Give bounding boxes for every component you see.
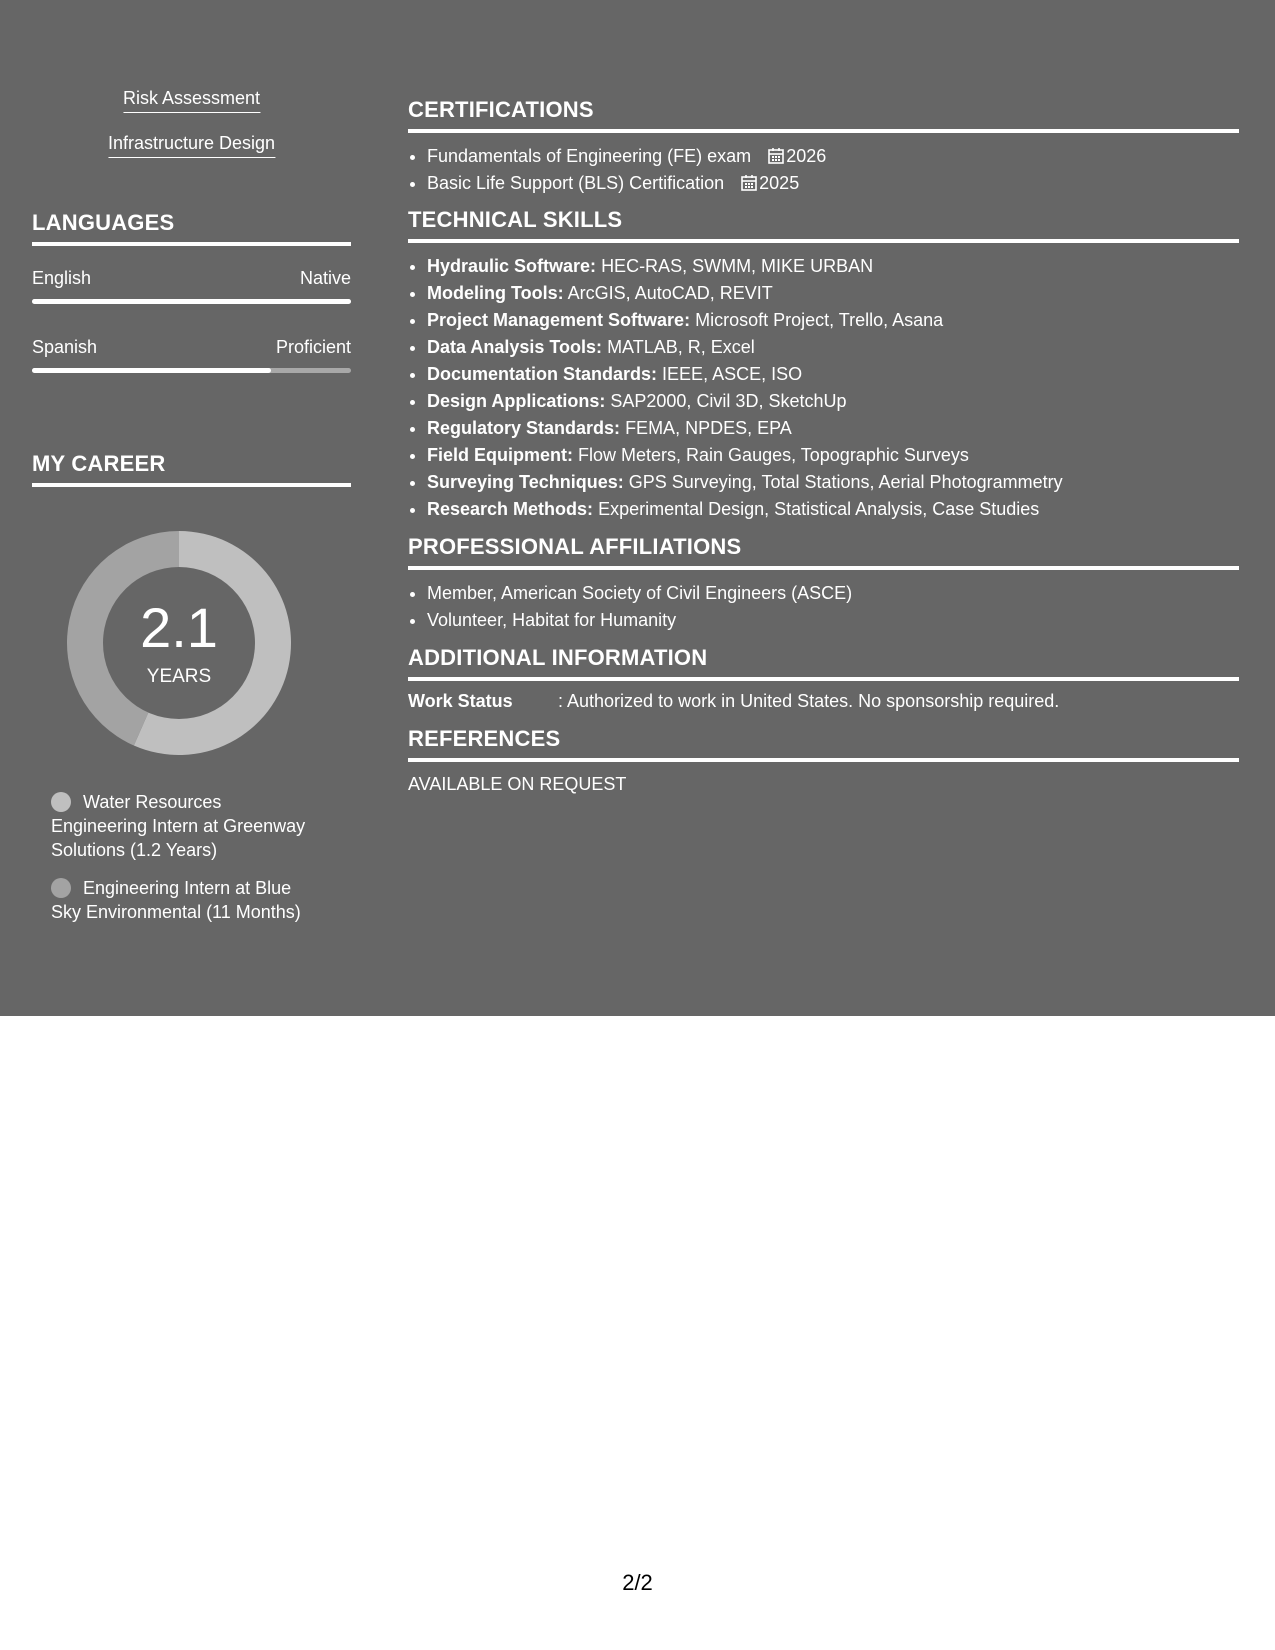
skill-values: Flow Meters, Rain Gauges, Topographic Surveys (578, 445, 969, 465)
technical-skills-section (408, 207, 1239, 523)
additional-info-section (408, 645, 1239, 715)
skill-values: GPS Surveying, Total Stations, Aerial Photogrammetry (628, 472, 1063, 492)
certification-year: 2026 (786, 146, 827, 166)
affiliations-heading: PROFESSIONAL AFFILIATIONS (408, 534, 1239, 570)
skill-values: MATLAB, R, Excel (607, 337, 755, 357)
career-legend-dot (51, 792, 71, 812)
technical-skill-item (427, 442, 1239, 469)
work-status-value: : Authorized to work in United States. No sponsorship required. (558, 691, 1060, 711)
skill-category: Hydraulic Software: (427, 256, 597, 276)
additional-info-heading: ADDITIONAL INFORMATION (408, 645, 1239, 681)
technical-skill-item (427, 496, 1239, 523)
technical-skill-item (427, 361, 1239, 388)
career-total-value: 2.1 (140, 596, 218, 659)
skill-category: Design Applications: (427, 391, 606, 411)
career-legend-item (51, 876, 321, 924)
certification-name: Fundamentals of Engineering (FE) exam (427, 146, 752, 166)
skill-category: Regulatory Standards: (427, 418, 621, 438)
skill-values: ArcGIS, AutoCAD, REVIT (567, 283, 773, 303)
career-legend-dot (51, 878, 71, 898)
technical-skills-list (408, 253, 1239, 523)
skill-category: Research Methods: (427, 499, 594, 519)
page-number: 2/2 (622, 1570, 653, 1595)
calendar-icon (768, 147, 784, 164)
technical-skill-item (427, 280, 1239, 307)
language-name: Spanish (32, 337, 98, 357)
career-legend-label: Water Resources Engineering Intern at Greenway Solutions (1.2 Years) (51, 792, 306, 860)
technical-skill-item (427, 388, 1239, 415)
skill-values: FEMA, NPDES, EPA (625, 418, 792, 438)
certifications-heading: CERTIFICATIONS (408, 97, 1239, 133)
language-bar-english (32, 299, 351, 304)
career-total (67, 531, 291, 755)
certification-year: 2025 (759, 173, 800, 193)
affiliations-section (408, 534, 1239, 634)
technical-skill-item (427, 469, 1239, 496)
career-legend-item (51, 790, 321, 862)
skill-category: Surveying Techniques: (427, 472, 624, 492)
language-level: Proficient (275, 337, 351, 357)
language-bar-fill (32, 368, 271, 373)
skill-tag-risk-assessment: Risk Assessment (123, 88, 260, 113)
languages-heading: LANGUAGES (32, 210, 351, 246)
references-value: AVAILABLE ON REQUEST (408, 774, 627, 794)
career-heading: MY CAREER (32, 451, 351, 487)
work-status-row (408, 691, 1239, 715)
language-name: English (32, 268, 92, 288)
technical-skill-item (427, 334, 1239, 361)
career-total-unit: YEARS (146, 666, 212, 687)
skill-values: IEEE, ASCE, ISO (662, 364, 803, 384)
skill-category: Field Equipment: (427, 445, 573, 465)
affiliation-item: • Volunteer, Habitat for Humanity (427, 607, 1239, 634)
affiliation-item: • Member, American Society of Civil Engineers (ASCE) (427, 580, 1239, 607)
skill-values: SAP2000, Civil 3D, SketchUp (610, 391, 847, 411)
skill-values: Experimental Design, Statistical Analysis, Case Studies (598, 499, 1040, 519)
technical-skills-heading: TECHNICAL SKILLS (408, 207, 1239, 243)
references-heading: REFERENCES (408, 726, 1239, 762)
technical-skill-item (427, 415, 1239, 442)
skill-tag-infrastructure-design: Infrastructure Design (108, 133, 275, 158)
language-bar-fill (32, 299, 351, 304)
technical-skill-item (427, 307, 1239, 334)
certifications-list (408, 143, 1239, 197)
skill-category: Documentation Standards: (427, 364, 658, 384)
certification-name: Basic Life Support (BLS) Certification (427, 173, 725, 193)
career-legend-label: Engineering Intern at Blue Sky Environmental (11 Months) (51, 878, 301, 922)
language-level: Native (299, 268, 351, 288)
references-section (408, 726, 1239, 795)
language-bar-spanish (32, 368, 351, 373)
technical-skill-item (427, 253, 1239, 280)
certifications-section (408, 97, 1239, 197)
skill-values: Microsoft Project, Trello, Asana (695, 310, 944, 330)
work-status-label: Work Status (408, 691, 513, 711)
certification-item (427, 170, 1239, 197)
calendar-icon (741, 174, 757, 191)
skill-category: Project Management Software: (427, 310, 691, 330)
certification-item (427, 143, 1239, 170)
skill-category: Data Analysis Tools: (427, 337, 603, 357)
skill-values: HEC-RAS, SWMM, MIKE URBAN (601, 256, 874, 276)
skill-category: Modeling Tools: (427, 283, 564, 303)
affiliations-list (408, 580, 1239, 634)
